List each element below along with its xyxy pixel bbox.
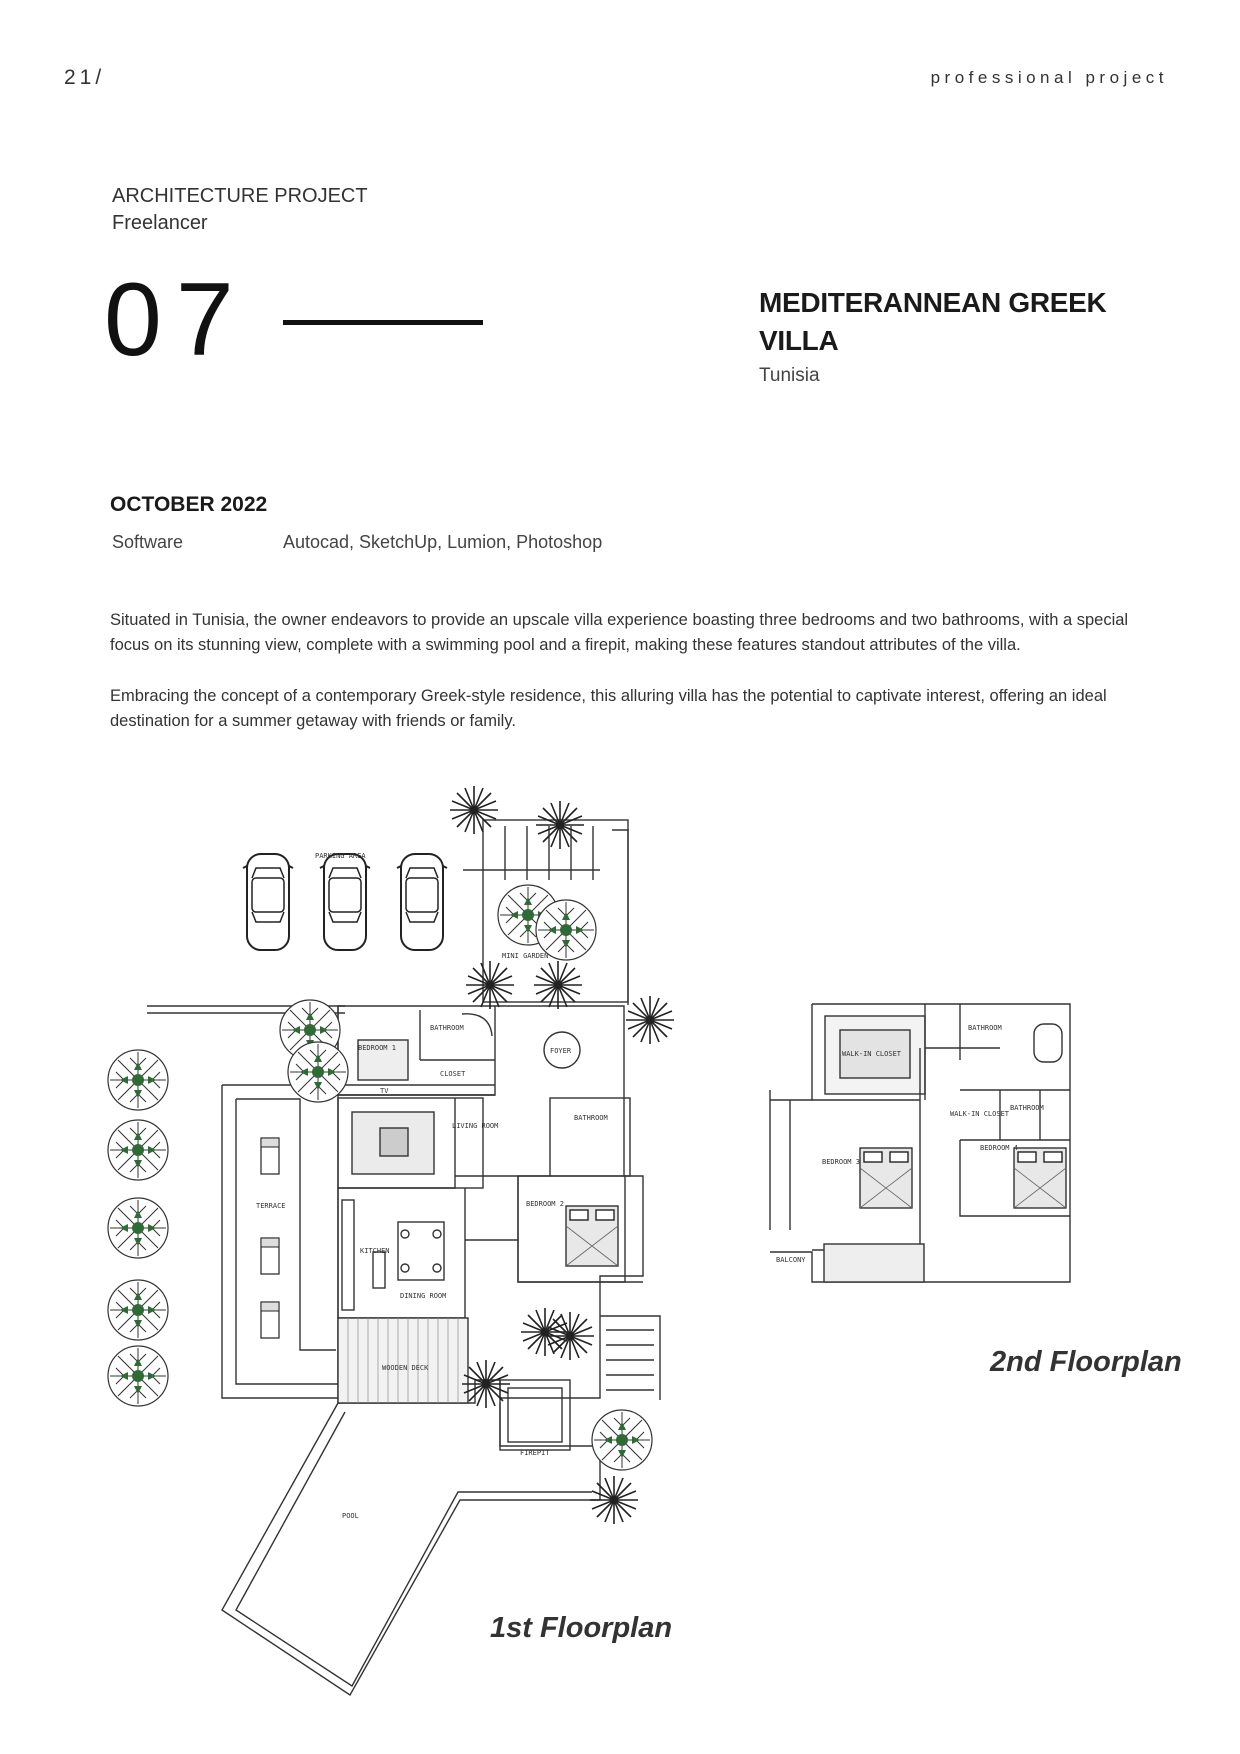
label-kitchen: KITCHEN	[360, 1247, 390, 1255]
label-foyer: FOYER	[550, 1047, 572, 1055]
car-icon	[243, 854, 293, 950]
tree-icon	[108, 1280, 168, 1340]
label-living-room: LIVING ROOM	[452, 1122, 499, 1130]
label-firepit: FIREPIT	[520, 1449, 550, 1457]
label-pool: POOL	[342, 1512, 359, 1520]
label-wooden-deck: WOODEN DECK	[382, 1364, 429, 1372]
tree-icon	[288, 1042, 348, 1102]
label-bedroom-2: BEDROOM 2	[526, 1200, 564, 1208]
label-dining-room: DINING ROOM	[400, 1292, 447, 1300]
description-paragraph-2: Embracing the concept of a contemporary Greek-style residence, this alluring villa has the potential to captivate interest, offering an ideal destination for a summer getaway with friends or family.	[110, 687, 1107, 730]
label-bathroom-2: BATHROOM	[574, 1114, 608, 1122]
bed-icon	[566, 1206, 618, 1266]
tree-icon	[108, 1198, 168, 1258]
tree-icon	[536, 900, 596, 960]
label-tv: TV	[380, 1087, 389, 1095]
palm-tree-icon	[462, 1360, 510, 1408]
label-walk-in-closet-2: WALK-IN CLOSET	[950, 1110, 1010, 1118]
floorplan-1-caption: 1st Floorplan	[490, 1612, 673, 1644]
label-bathroom-2: BATHROOM	[1010, 1104, 1044, 1112]
bed-icon	[860, 1148, 912, 1208]
label-closet: CLOSET	[440, 1070, 466, 1078]
palm-tree-icon	[534, 961, 582, 1009]
label-bedroom-1: BEDROOM 1	[358, 1044, 396, 1052]
title-line-2: VILLA	[759, 325, 839, 356]
project-number: 07	[104, 262, 248, 378]
floorplan-2-caption: 2nd Floorplan	[990, 1346, 1182, 1378]
description-paragraph-1: Situated in Tunisia, the owner endeavors to provide an upscale villa experience boasting three bedrooms and two bathrooms, with a special focus on its stunning view, complete with a swimming pool and a firepit, making these features standout attributes of the villa.	[110, 611, 1129, 654]
second-floorplan	[770, 1004, 1070, 1282]
label-terrace: TERRACE	[256, 1202, 286, 1210]
palm-tree-icon	[536, 801, 584, 849]
label-balcony: BALCONY	[776, 1256, 806, 1264]
label-bedroom-3: BEDROOM 3	[822, 1158, 860, 1166]
label-walk-in-closet: WALK-IN CLOSET	[842, 1050, 902, 1058]
palm-tree-icon	[626, 996, 674, 1044]
lounger-icon	[261, 1138, 279, 1174]
software-label: Software	[112, 532, 184, 552]
label-bathroom: BATHROOM	[968, 1024, 1002, 1032]
project-date: OCTOBER 2022	[110, 493, 268, 516]
label-mini-garden: MINI GARDEN	[502, 952, 549, 960]
tree-icon	[108, 1346, 168, 1406]
tree-icon	[108, 1050, 168, 1110]
software-value: Autocad, SketchUp, Lumion, Photoshop	[283, 532, 603, 552]
palm-tree-icon	[546, 1312, 594, 1360]
bed-icon	[1014, 1148, 1066, 1208]
title-line-1: MEDITERANNEAN GREEK	[759, 287, 1107, 318]
label-parking: PARKING AREA	[315, 852, 366, 860]
project-location: Tunisia	[759, 365, 820, 386]
lounger-icon	[261, 1238, 279, 1274]
label-bedroom-4: BEDROOM 4	[980, 1144, 1018, 1152]
palm-tree-icon	[590, 1476, 638, 1524]
lounger-icon	[261, 1302, 279, 1338]
header-tag: professional project	[930, 68, 1168, 87]
car-icon	[397, 854, 447, 950]
palm-tree-icon	[450, 786, 498, 834]
category-line-1: ARCHITECTURE PROJECT	[112, 185, 368, 207]
car-icon	[320, 854, 370, 950]
category-line-2: Freelancer	[112, 212, 208, 234]
page-number: 21/	[64, 66, 106, 89]
tree-icon	[108, 1120, 168, 1180]
tree-icon	[592, 1410, 652, 1470]
label-bathroom: BATHROOM	[430, 1024, 464, 1032]
palm-tree-icon	[466, 961, 514, 1009]
